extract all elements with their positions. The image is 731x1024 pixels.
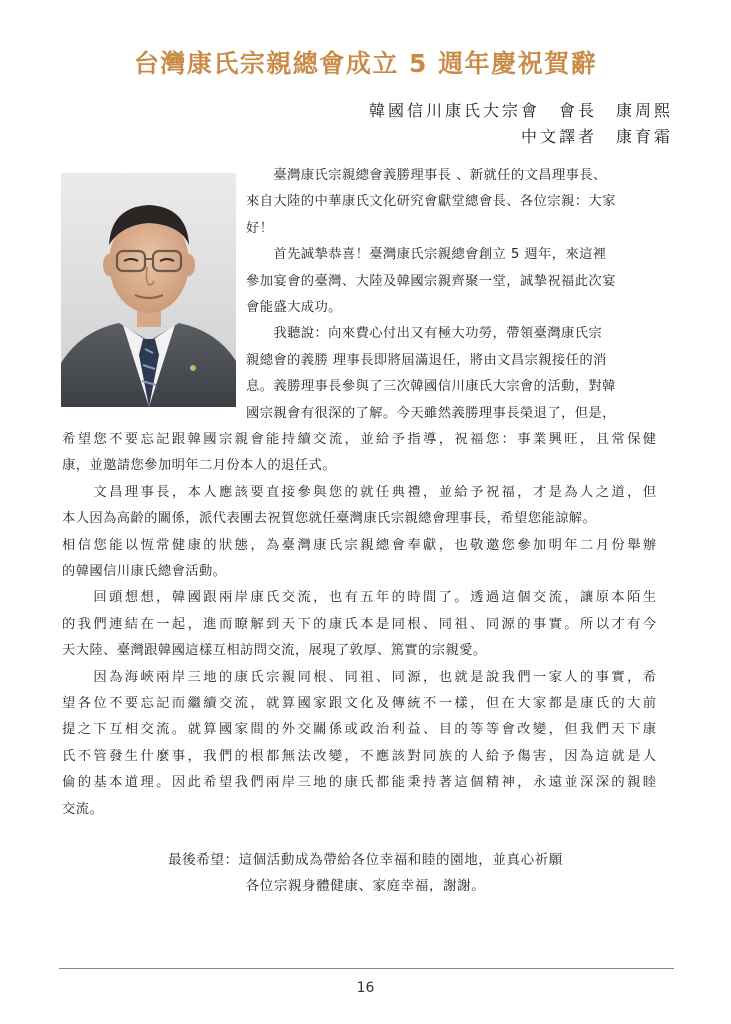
body-text-line: 文昌理事長，本人應該要直接參與您的就任典禮，並給予祝福，才是為人之道，但: [62, 484, 659, 500]
body-text-line: 來自大陸的中華康氏文化研究會獻堂總會長、各位宗親：大家: [246, 194, 616, 210]
body-text-line: 參加宴會的臺灣、大陸及韓國宗親齊聚一堂，誠摯祝福此次宴: [246, 273, 616, 289]
body-text-line: 會能盛大成功。: [246, 300, 342, 315]
body-text-line: 因為海峽兩岸三地的康氏宗親同根、同祖、同源，也就是說我們一家人的事實，希: [62, 669, 659, 685]
body-text-line: 息。義勝理事長參與了三次韓國信川康氏大宗會的活動，對韓: [246, 379, 616, 395]
body-text-line: 國宗親會有很深的了解。今天雖然義勝理事長榮退了，但是，: [246, 405, 616, 421]
body-text-line: 相信您能以恆常健康的狀態，為臺灣康氏宗親總會奉獻，也敬邀您參加明年二月份舉辦: [62, 537, 659, 553]
body-text-line: 希望您不要忘記跟韓國宗親會能持續交流，並給予指導，祝福您：事業興旺，且常保健: [62, 432, 659, 447]
author-name-line: 韓國信川康氏大宗會 會長 康周熙: [368, 101, 673, 120]
body-text-line: 交流。: [62, 801, 104, 817]
page-title: 台灣康氏宗親總會成立 5 週年慶祝賀辭: [133, 49, 598, 78]
translator-name-line: 中文譯者 康育霜: [520, 127, 673, 146]
body-text-line: 倫的基本道理。因此希望我們兩岸三地的康氏都能秉持著這個精神，永遠並深深的親睦: [62, 775, 659, 791]
closing-line-2: 各位宗親身體健康、家庭幸福，謝謝。: [245, 878, 486, 894]
body-text-line: 親總會的義勝 理事長即將屆滿退任，將由文昌宗親接任的消: [246, 352, 607, 368]
body-text-line: 提之下互相交流。就算國家間的外交關係或政治利益、目的等等會改變，但我們天下康: [62, 722, 659, 738]
body-text-line: 天大陸、臺灣跟韓國這樣互相訪問交流，展現了敦厚、篤實的宗親愛。: [62, 643, 487, 659]
body-text-line: 康，並邀請您參加明年二月份本人的退任式。: [62, 458, 336, 474]
closing-line-1: 最後希望：這個活動成為帶給各位幸福和睦的園地，並真心祈願: [168, 852, 563, 868]
body-text-line: 我聽說：向來費心付出又有極大功勞，帶領臺灣康氏宗: [246, 326, 603, 342]
body-text-line: 好！: [246, 220, 274, 236]
body-text-line: 望各位不要忘記而繼續交流，就算國家跟文化及傳統不一樣，但在大家都是康氏的大前: [62, 696, 659, 711]
body-text-line: 回頭想想，韓國跟兩岸康氏交流，也有五年的時間了。透過這個交流，讓原本陌生: [62, 590, 659, 606]
portrait-photo: [61, 173, 236, 407]
body-text-line: 的我們連結在一起，進而瞭解到天下的康氏本是同根、同祖、同源的事實。所以才有今: [62, 616, 659, 632]
body-text-line: 臺灣康氏宗親總會義勝理事長 、新就任的文昌理事長、: [246, 168, 607, 183]
footer-divider: [59, 968, 674, 969]
body-text-line: 的韓國信川康氏總會活動。: [62, 564, 227, 579]
body-text-line: 本人因為高齡的關係，派代表團去祝賀您就任臺灣康氏宗親總會理事長，希望您能諒解。: [62, 511, 597, 527]
body-text-line: 首先誠摯恭喜！臺灣康氏宗親總會創立 5 週年，來這裡: [246, 247, 607, 263]
portrait-illustration: [61, 173, 236, 407]
body-text-line: 氏不管發生什麼事，我們的根都無法改變，不應該對同族的人給予傷害，因為這就是人: [62, 748, 659, 764]
page-number: 16: [356, 980, 375, 996]
